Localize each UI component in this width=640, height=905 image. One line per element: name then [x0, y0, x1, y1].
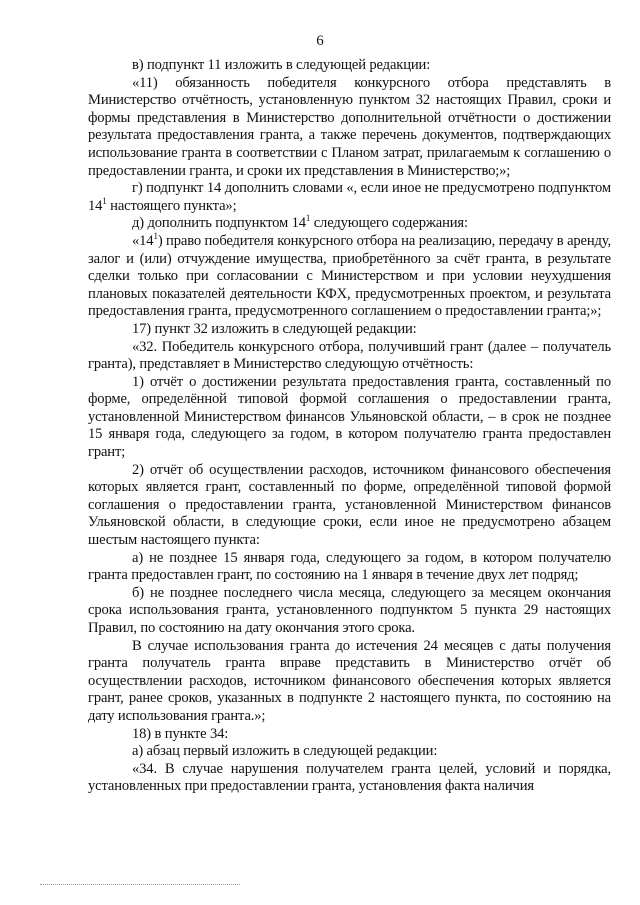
paragraph-10: а) не позднее 15 января года, следующего за годом, в котором получателю гранта предоставлен грант, по состоянию на 1 января в течение двух лет подряд;: [88, 549, 611, 584]
paragraph-9: 2) отчёт об осуществлении расходов, источником финансового обеспечения которых является грант, составленный по форме, определённой типовой формой соглашения о предоставлении гранта, установленной Министерством финансов Ульяновской области, в следующие сроки, если иное не предусмотрено абзацем шестым настоящего пункта:: [88, 461, 611, 549]
paragraph-3-text-b: настоящего пункта»;: [106, 197, 237, 214]
paragraph-1: в) подпункт 11 изложить в следующей редакции:: [132, 57, 431, 73]
superscript-1: 1: [102, 195, 107, 206]
paragraph-12: В случае использования гранта до истечения 24 месяцев с даты получения гранта получатель гранта вправе представить в Министерство отчёт об осуществлении расходов, источником финансового обеспечения которых является грант, ранее сроков, указанных в подпункте 2 настоящего пункта, по состоянию на дату использования гранта.»;: [88, 637, 611, 724]
paragraph-5: [88, 230, 611, 321]
superscript-3: 1: [153, 230, 158, 241]
paragraph-6: 17) пункт 32 изложить в следующей редакции:: [132, 320, 417, 337]
superscript-2: 1: [305, 213, 311, 224]
paragraph-4-text-a: д) дополнить подпунктом 14: [132, 215, 306, 232]
document-body: [88, 57, 611, 796]
paragraph-11: б) не позднее последнего числа месяца, следующего за месяцем окончания срока использования гранта, установленного подпунктом 5 пункта 29 настоящих Правил, по состоянию на дату окончания этого срока.: [88, 584, 611, 636]
paragraph-8: 1) отчёт о достижении результата предоставления гранта, составленный по форме, определённой типовой формой соглашения о предоставлении гранта, установленной Министерством финансов Ульяновской области, – в срок не позднее 15 января года, следующего за годом, в котором получателю гранта предоставлен грант;: [88, 373, 611, 461]
paragraph-5-text-b: ) право победителя конкурсного отбора на реализацию, передачу в аренду, залог и (или) отчуждение имущества, приобретённого за счёт гранта, в результате сделки только при согласовании с Министерством и при условии неухудшения плановых показателей деятельности КФХ, предусмотренных проектом, и результата предоставления гранта, предусмотренного соглашением о предоставлении гранта;»;: [88, 232, 611, 320]
paragraph-3: [88, 180, 611, 215]
paragraph-4-text-b: следующего содержания:: [310, 215, 468, 232]
paragraph-15: «34. В случае нарушения получателем гранта целей, условий и порядка, установленных при предоставлении гранта, установления факта наличия: [88, 760, 611, 795]
paragraph-5-text-a: «14: [132, 232, 154, 249]
paragraph-14: а) абзац первый изложить в следующей редакции:: [132, 743, 438, 760]
scan-artifact: [40, 884, 240, 886]
paragraph-13: 18) в пункте 34:: [132, 725, 229, 742]
page-number: 6: [316, 33, 324, 49]
paragraph-7: «32. Победитель конкурсного отбора, получивший грант (далее – получатель гранта), представляет в Министерство следующую отчётность:: [88, 338, 611, 373]
paragraph-4: [88, 215, 611, 233]
paragraph-3-text-a: г) подпункт 14 дополнить словами «, если иное не предусмотрено подпунктом 14: [88, 180, 611, 214]
paragraph-2: «11) обязанность победителя конкурсного отбора представлять в Министерство отчётность, установленную пунктом 32 настоящих Правил, сроки и формы представления в Министерство дополнительной отчётности о достижении результата предоставления гранта, а также перечень документов, подтверждающих использование гранта в соответствии с Планом затрат, прилагаемым к соглашению о предоставлении гранта, и сроки их представления в Министерство;»;: [88, 74, 611, 179]
